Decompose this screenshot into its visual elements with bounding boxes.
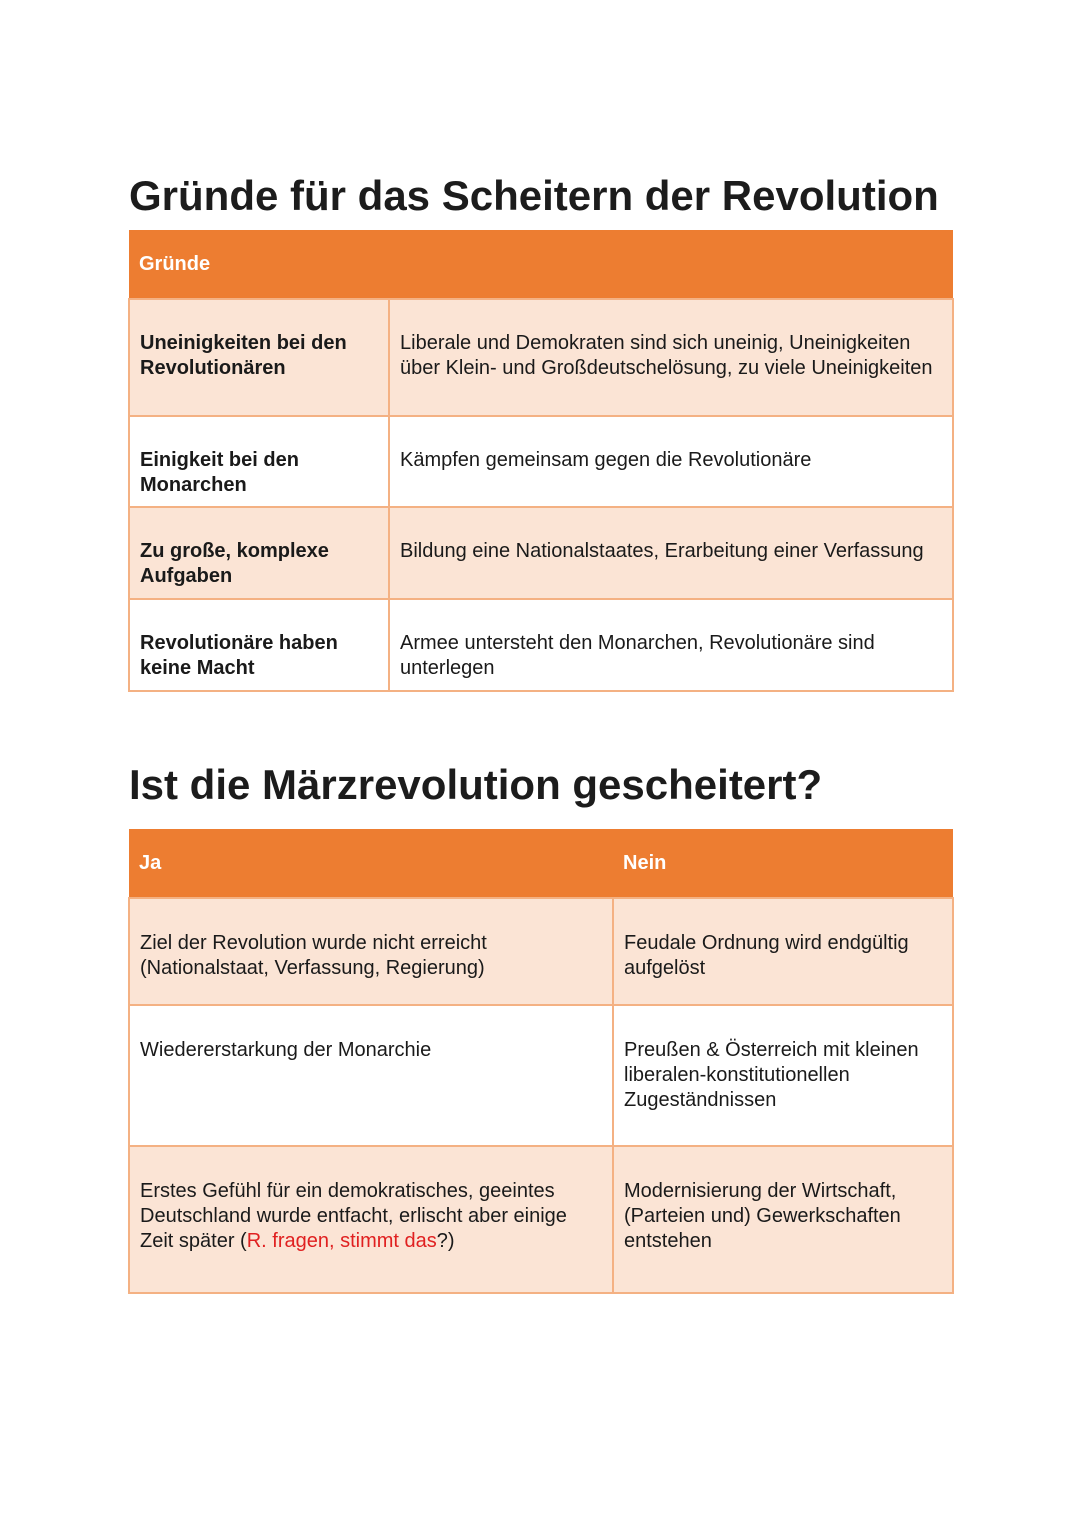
header-no: Nein <box>613 829 953 898</box>
table-row <box>129 1005 953 1146</box>
no-cell: Modernisierung der Wirtschaft, (Parteien und) Gewerkschaften entstehen <box>613 1146 953 1293</box>
table-row <box>129 416 953 507</box>
reason-detail-cell: Kämpfen gemeinsam gegen die Revolutionäre <box>389 416 953 507</box>
section-title-reasons: Gründe für das Scheitern der Revolution <box>129 172 939 219</box>
table-row <box>129 1146 953 1293</box>
yes-cell: Ziel der Revolution wurde nicht erreicht (Nationalstaat, Verfassung, Regierung) <box>129 898 613 1005</box>
reason-cell: Uneinigkeiten bei den Revolutionären <box>129 299 389 416</box>
margin-note: R. fragen, stimmt das <box>246 1230 437 1252</box>
reasons-table <box>128 230 954 692</box>
yes-no-table <box>128 829 954 1294</box>
yes-text-end: ?) <box>436 1230 455 1252</box>
reason-cell: Revolutionäre haben keine Macht <box>129 599 389 691</box>
reason-detail-cell: Bildung eine Nationalstaates, Erarbeitung einer Verfassung <box>389 507 953 599</box>
table-row <box>129 898 953 1005</box>
yes-cell <box>129 1146 613 1293</box>
table-row <box>129 599 953 691</box>
reasons-table-header-row <box>129 230 953 299</box>
yes-cell: Wiedererstarkung der Monarchie <box>129 1005 613 1146</box>
reason-cell: Einigkeit bei den Monarchen <box>129 416 389 507</box>
yes-no-table-header-row <box>129 829 953 898</box>
reason-detail-cell: Armee untersteht den Monarchen, Revolutionäre sind unterlegen <box>389 599 953 691</box>
table-row <box>129 507 953 599</box>
yes-text: Erstes Gefühl für ein demokratisches, geeintes Deutschland wurde entfacht, erlischt aber einige Zeit später ( <box>140 1180 567 1252</box>
reasons-table-header: Gründe <box>129 230 953 299</box>
header-yes: Ja <box>129 829 613 898</box>
section-title-failed: Ist die Märzrevolution gescheitert? <box>129 761 823 808</box>
no-cell: Preußen & Österreich mit kleinen liberalen-konstitutionellen Zugeständnissen <box>613 1005 953 1146</box>
reason-cell: Zu große, komplexe Aufgaben <box>129 507 389 599</box>
reason-detail-cell: Liberale und Demokraten sind sich uneinig, Uneinigkeiten über Klein- und Großdeutschelösung, zu viele Uneinigkeiten <box>389 299 953 416</box>
table-row <box>129 299 953 416</box>
no-cell: Feudale Ordnung wird endgültig aufgelöst <box>613 898 953 1005</box>
